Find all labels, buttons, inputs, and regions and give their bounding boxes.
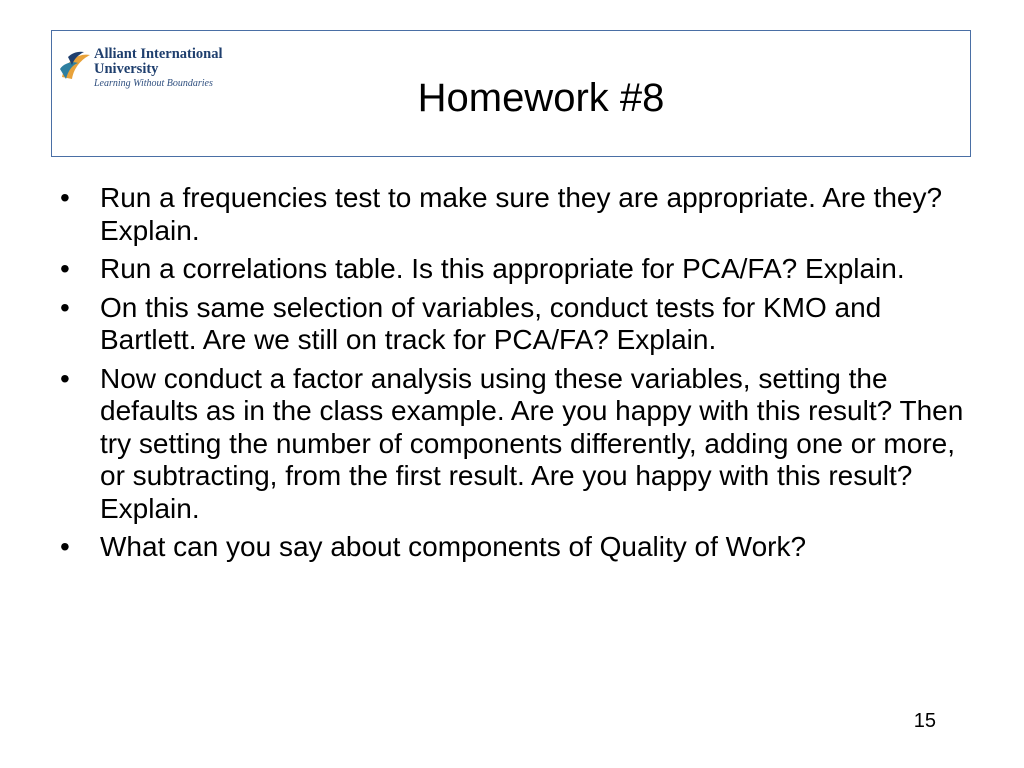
logo-line-1: Alliant International <box>94 46 223 62</box>
bullet-item <box>60 253 970 286</box>
logo-line-2: University <box>94 61 159 77</box>
bullet-item <box>60 363 970 526</box>
page-number: 15 <box>913 710 936 732</box>
bullet-text: Run a frequencies test to make sure they are appropriate. Are they? Explain. <box>100 182 943 246</box>
bullet-marker: • <box>60 182 70 213</box>
bullet-item <box>60 182 970 247</box>
bullet-list <box>60 182 970 570</box>
bullet-item <box>60 292 970 357</box>
bullet-marker: • <box>60 291 70 323</box>
bullet-marker: • <box>60 362 70 394</box>
bullet-text: On this same selection of variables, conduct tests for KMO and Bartlett. Are we still on track for PCA/FA? Explain. <box>100 291 882 355</box>
slide-title: Homework #8 <box>417 76 665 120</box>
title-frame <box>51 30 971 157</box>
logo-tagline: Learning Without Boundaries <box>94 78 213 89</box>
bullet-item <box>60 531 970 564</box>
bullet-marker: • <box>60 531 70 562</box>
bullet-text: What can you say about components of Quality of Work? <box>100 531 807 562</box>
bullet-marker: • <box>60 253 70 284</box>
bullet-text: Now conduct a factor analysis using these variables, setting the defaults as in the class example. Are you happy with this result? Then try setting the number of components differently, adding one or more, or subtracting, from the first result. Are you happy with this result? Explain. <box>100 362 964 524</box>
bullet-text: Run a correlations table. Is this appropriate for PCA/FA? Explain. <box>100 253 905 284</box>
